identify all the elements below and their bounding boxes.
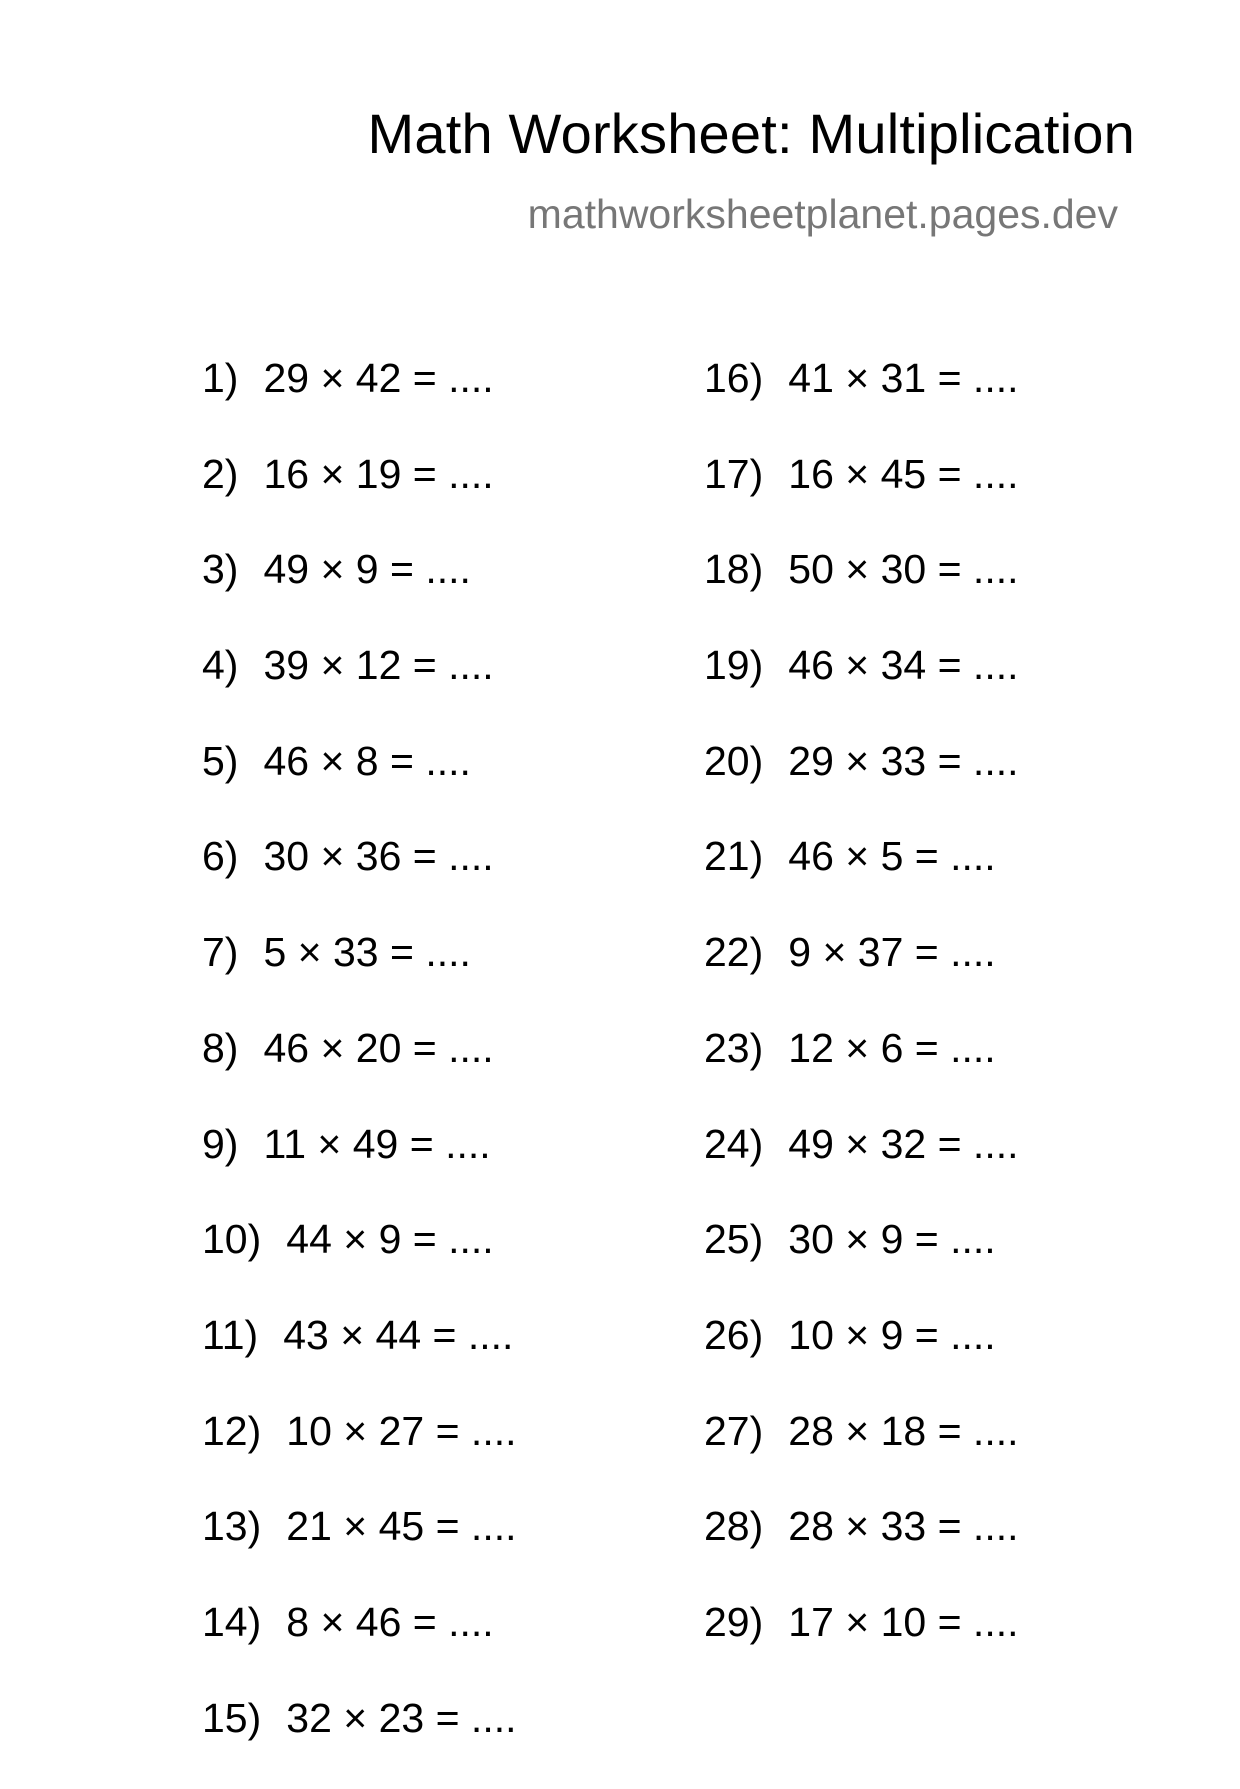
problem-expression: 46 × 20 = .... [263, 1024, 494, 1071]
problem-item [704, 1024, 1019, 1120]
problem-expression: 50 × 30 = .... [788, 546, 1019, 593]
problem-item [704, 1502, 1019, 1598]
problem-number: 20) [704, 737, 764, 784]
problem-number: 2) [202, 450, 239, 497]
problem-expression: 9 × 37 = .... [788, 929, 996, 976]
problem-number: 25) [704, 1216, 764, 1263]
problem-item [202, 832, 517, 928]
problem-expression: 32 × 23 = .... [286, 1694, 517, 1741]
problem-number: 16) [704, 355, 764, 401]
problem-number: 6) [202, 833, 239, 880]
problem-number: 27) [704, 1407, 764, 1454]
problem-expression: 46 × 5 = .... [788, 833, 996, 880]
problem-expression: 46 × 8 = .... [263, 737, 471, 784]
problem-number: 21) [704, 833, 764, 880]
problem-item [704, 928, 1019, 1024]
problem-expression: 29 × 42 = .... [263, 355, 494, 401]
problem-number: 22) [704, 929, 764, 976]
problem-number: 9) [202, 1120, 239, 1167]
problem-number: 19) [704, 642, 764, 689]
problem-item [202, 1024, 517, 1120]
problem-number: 26) [704, 1311, 764, 1358]
problem-expression: 29 × 33 = .... [788, 737, 1019, 784]
problem-expression: 8 × 46 = .... [286, 1598, 494, 1645]
problem-expression: 28 × 18 = .... [788, 1407, 1019, 1454]
problem-expression: 21 × 45 = .... [286, 1503, 517, 1550]
problem-number: 18) [704, 546, 764, 593]
problem-item [704, 1215, 1019, 1311]
problem-expression: 16 × 45 = .... [788, 450, 1019, 497]
problem-expression: 28 × 33 = .... [788, 1503, 1019, 1550]
problem-item [704, 450, 1019, 546]
problem-expression: 11 × 49 = .... [263, 1120, 491, 1167]
problem-item [704, 1120, 1019, 1216]
problem-number: 7) [202, 929, 239, 976]
problem-number: 3) [202, 546, 239, 593]
problem-expression: 30 × 36 = .... [263, 833, 494, 880]
problem-item [202, 450, 517, 546]
problem-number: 10) [202, 1216, 262, 1263]
problem-item [704, 737, 1019, 833]
problem-item [704, 545, 1019, 641]
worksheet-title: Math Worksheet: Multiplication [367, 102, 1135, 165]
problem-item [202, 545, 517, 641]
problem-number: 5) [202, 737, 239, 784]
problem-expression: 10 × 27 = .... [286, 1407, 517, 1454]
problems-column-left [202, 354, 517, 1789]
problem-expression: 41 × 31 = .... [788, 355, 1019, 401]
problem-item [202, 1311, 517, 1407]
problem-item [704, 1598, 1019, 1694]
problem-item [704, 354, 1019, 450]
problem-item [202, 737, 517, 833]
problem-item [202, 1694, 517, 1789]
problem-item [202, 928, 517, 1024]
problem-expression: 46 × 34 = .... [788, 642, 1019, 689]
problem-item [202, 641, 517, 737]
problem-item [704, 1407, 1019, 1503]
problem-number: 12) [202, 1407, 262, 1454]
problem-expression: 49 × 32 = .... [788, 1120, 1019, 1167]
problem-number: 14) [202, 1598, 262, 1645]
problem-expression: 49 × 9 = .... [263, 546, 471, 593]
problem-expression: 43 × 44 = .... [283, 1311, 514, 1358]
problem-item [202, 1502, 517, 1598]
problem-expression: 12 × 6 = .... [788, 1024, 996, 1071]
problem-item [202, 1215, 517, 1311]
problem-expression: 17 × 10 = .... [788, 1598, 1019, 1645]
problem-item [202, 354, 517, 450]
problem-number: 28) [704, 1503, 764, 1550]
problem-expression: 16 × 19 = .... [263, 450, 494, 497]
problem-expression: 10 × 9 = .... [788, 1311, 996, 1358]
problem-item [202, 1120, 517, 1216]
problem-item [704, 832, 1019, 928]
problem-expression: 44 × 9 = .... [286, 1216, 494, 1263]
problem-number: 24) [704, 1120, 764, 1167]
problem-number: 29) [704, 1598, 764, 1645]
problem-expression: 5 × 33 = .... [263, 929, 471, 976]
problem-item [202, 1598, 517, 1694]
problem-number: 23) [704, 1024, 764, 1071]
problem-item [704, 641, 1019, 737]
problem-item [704, 1311, 1019, 1407]
problem-number: 1) [202, 355, 239, 401]
problem-number: 13) [202, 1503, 262, 1550]
problem-expression: 30 × 9 = .... [788, 1216, 996, 1263]
website-url: mathworksheetplanet.pages.dev [527, 191, 1118, 237]
problem-expression: 39 × 12 = .... [263, 642, 494, 689]
problem-number: 15) [202, 1694, 262, 1741]
worksheet-header [368, 98, 1136, 242]
problem-number: 8) [202, 1024, 239, 1071]
problem-number: 11) [202, 1311, 259, 1358]
problem-item [202, 1407, 517, 1503]
problem-number: 4) [202, 642, 239, 689]
problem-number: 17) [704, 450, 764, 497]
problems-column-right [704, 354, 1019, 1694]
